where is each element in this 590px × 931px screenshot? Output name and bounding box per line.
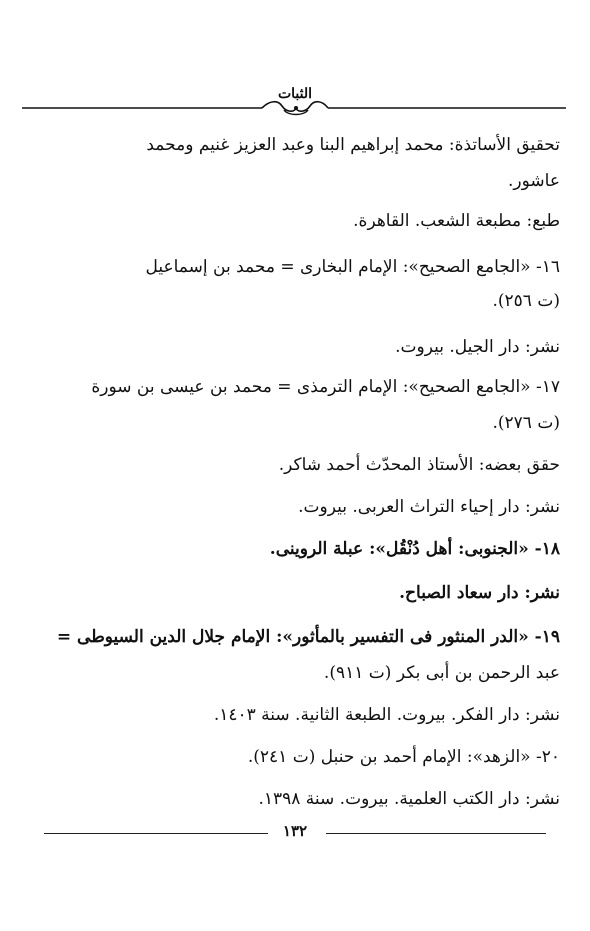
bibliography-entry-18: ١٨- «الجنوبى: أهل دُنْقُل»: عبلة الروينى. xyxy=(269,539,560,559)
text-line-9: حقق بعضه: الأستاذ المحدّث أحمد شاكر. xyxy=(278,455,560,475)
header-ornament-rule xyxy=(0,98,590,120)
text-line-6: نشر: دار الجيل. بيروت. xyxy=(395,337,560,357)
running-header-title: الثبات xyxy=(277,86,313,102)
text-line-5: (ت ٢٥٦). xyxy=(492,291,560,311)
bibliography-entry-17: ١٧- «الجامع الصحيح»: الإمام الترمذى = محمد بن عيسى بن سورة xyxy=(91,377,560,397)
text-line-12: نشر: دار سعاد الصباح. xyxy=(399,583,560,603)
text-line-14: عبد الرحمن بن أبى بكر (ت ٩١١). xyxy=(323,663,560,683)
bibliography-entry-19: ١٩- «الدر المنثور فى التفسير بالمأثور»: الإمام جلال الدين السيوطى = xyxy=(56,627,560,647)
text-line-2: عاشور. xyxy=(508,171,560,191)
text-line-8: (ت ٢٧٦). xyxy=(492,413,560,433)
text-line-10: نشر: دار إحياء التراث العربى. بيروت. xyxy=(298,497,560,517)
text-line-15: نشر: دار الفكر. بيروت. الطبعة الثانية. سنة ١٤٠٣. xyxy=(213,705,560,725)
text-line-1: تحقيق الأساتذة: محمد إبراهيم البنا وعبد العزيز غنيم ومحمد xyxy=(146,135,560,155)
page-number: ١٣٢ xyxy=(282,822,308,840)
bibliography-entry-16: ١٦- «الجامع الصحيح»: الإمام البخارى = محمد بن إسماعيل xyxy=(145,257,560,277)
text-line-17: نشر: دار الكتب العلمية. بيروت. سنة ١٣٩٨. xyxy=(258,789,560,809)
text-line-3: طبع: مطبعة الشعب. القاهرة. xyxy=(353,211,560,231)
bibliography-entry-20: ٢٠- «الزهد»: الإمام أحمد بن حنبل (ت ٢٤١). xyxy=(247,747,560,767)
